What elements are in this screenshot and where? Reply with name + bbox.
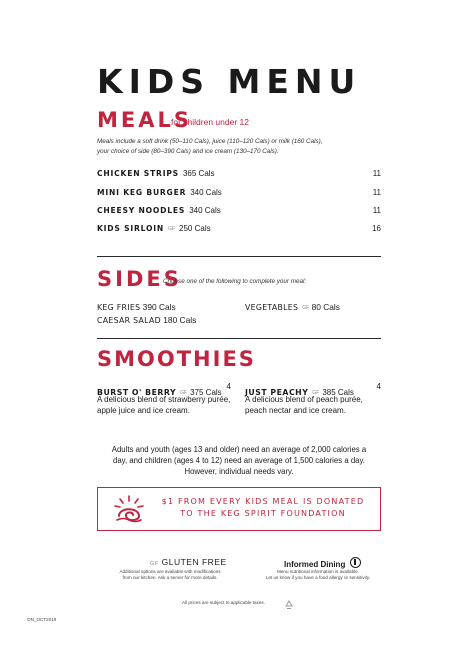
item-calories: 390 Cals	[142, 302, 176, 312]
item-name: MINI KEG BURGER	[97, 188, 187, 197]
item-calories: 250 Cals	[179, 224, 211, 233]
gluten-free-tag: GF	[302, 305, 310, 311]
item-price: 16	[372, 224, 381, 233]
gluten-free-tag: GF	[150, 561, 159, 567]
item-description-line: peach nectar and ice cream.	[245, 406, 346, 415]
item-name: CHEESY NOODLES	[97, 206, 186, 215]
item-name: JUST PEACHY	[245, 388, 309, 397]
item-price: 4	[226, 382, 231, 391]
item-calories: 180 Cals	[163, 315, 197, 325]
gluten-free-note	[100, 569, 240, 581]
item-description	[97, 394, 231, 416]
smoothie-burst-o-berry	[97, 382, 231, 416]
calorie-notice	[97, 444, 381, 477]
informed-dining-note	[248, 569, 388, 581]
gluten-free-tag: GF	[180, 390, 188, 396]
side-item-caesar-salad	[97, 315, 196, 325]
item-price: 11	[372, 206, 381, 215]
menu-item-chicken-strips	[97, 169, 381, 181]
item-calories: 340 Cals	[189, 206, 221, 215]
item-name: VEGETABLES	[245, 303, 299, 312]
donation-text	[148, 496, 378, 520]
item-calories: 80 Cals	[311, 302, 340, 312]
item-description-line: apple juice and ice cream.	[97, 406, 190, 415]
meals-description	[97, 137, 397, 157]
item-price: 11	[372, 188, 381, 197]
informed-dining-icon	[350, 557, 361, 568]
smoothie-just-peachy	[245, 382, 381, 416]
meals-section-title: MEALS	[97, 108, 193, 132]
donation-text-line: $1 FROM EVERY KIDS MEAL IS DONATED	[161, 497, 365, 506]
gluten-free-tag: GF	[168, 226, 176, 232]
smoothies-section-title: SMOOTHIES	[97, 347, 256, 371]
informed-dining-logo	[284, 557, 361, 569]
meals-description-line: Meals include a soft drink (50–110 Cals), juice (110–120 Cals) or milk (160 Cals),	[97, 138, 323, 145]
calorie-notice-line: day, and children (ages 4 to 12) need an average of 1,500 calories a day.	[113, 456, 365, 465]
item-price: 4	[376, 382, 381, 391]
side-item-keg-fries	[97, 302, 176, 312]
menu-code: ON_OCT2019	[27, 617, 57, 622]
item-calories: 365 Cals	[182, 169, 215, 178]
menu-item-mini-keg-burger	[97, 188, 381, 200]
section-divider	[97, 256, 381, 257]
informed-dining-note-line: Menu nutritional information is available.	[277, 569, 359, 574]
side-item-vegetables	[245, 302, 340, 312]
item-name: KEG FRIES	[97, 303, 141, 312]
recycle-icon	[284, 597, 294, 607]
taxes-note: All prices are subject to applicable taxes.	[182, 600, 265, 605]
item-price: 11	[372, 169, 381, 178]
item-name: KIDS SIRLOIN	[97, 224, 165, 233]
calorie-notice-line: Adults and youth (ages 13 and older) need an average of 2,000 calories a	[111, 445, 367, 454]
item-description-line: A delicious blend of strawberry purée,	[97, 395, 231, 404]
gluten-free-label: GLUTEN FREE	[161, 557, 227, 567]
item-description	[245, 394, 381, 416]
sides-subtitle: Choose one of the following to complete your meal:	[163, 278, 307, 285]
item-calories: 340 Cals	[190, 188, 222, 197]
menu-item-kids-sirloin	[97, 224, 381, 236]
page-title: KIDS MENU	[97, 62, 362, 101]
item-name: CAESAR SALAD	[97, 316, 161, 325]
gluten-free-note-line: from our kitchen. Ask a server for more details.	[122, 575, 218, 580]
meals-subtitle: for children under 12	[171, 117, 249, 127]
informed-dining-note-line: Let us know if you have a food allergy or sensitivity.	[265, 575, 371, 580]
gluten-free-legend	[150, 557, 227, 567]
item-description-line: A delicious blend of peach purée,	[245, 395, 363, 404]
section-divider	[97, 338, 381, 339]
gluten-free-note-line: Additional options are available with modifications	[119, 569, 221, 574]
meals-description-line: your choice of side (80–390 Cals) and ice cream (130–170 Cals).	[97, 148, 279, 155]
informed-dining-label: Informed Dining	[284, 560, 346, 569]
item-calories: 375 Cals	[190, 388, 222, 397]
item-calories: 385 Cals	[322, 388, 354, 397]
item-name: BURST O' BERRY	[97, 388, 177, 397]
donation-text-line: TO THE KEG SPIRIT FOUNDATION	[180, 509, 346, 518]
gluten-free-tag: GF	[312, 390, 320, 396]
item-name: CHICKEN STRIPS	[97, 169, 179, 178]
calorie-notice-line: However, individual needs vary.	[184, 467, 294, 476]
menu-item-cheesy-noodles	[97, 206, 381, 218]
spirit-foundation-icon	[113, 494, 145, 524]
sides-section-title: SIDES	[97, 267, 182, 291]
